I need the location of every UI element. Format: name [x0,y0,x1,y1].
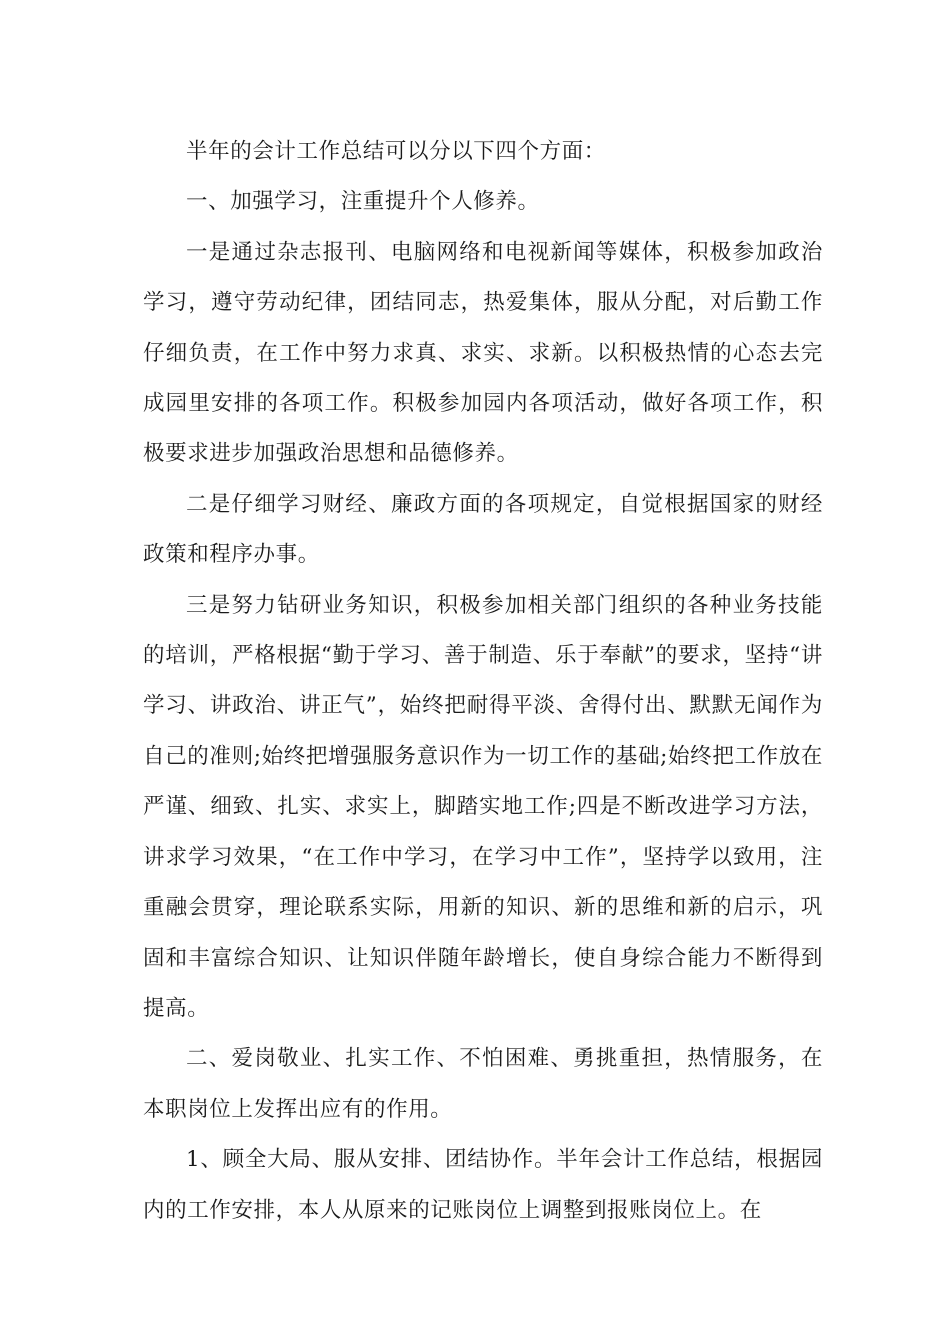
section-heading-2: 二、爱岗敬业、扎实工作、不怕困难、勇挑重担，热情服务，在本职岗位上发挥出应有的作用。 [143,1046,823,1122]
body-paragraph: 三是努力钻研业务知识，积极参加相关部门组织的各种业务技能的培训，严格根据“勤于学习、善于制造、乐于奉献”的要求，坚持“讲学习、讲政治、讲正气”，始终把耐得平淡、舍得付出、默默无闻作为自己的准则;始终把增强服务意识作为一切工作的基础;始终把工作放在严谨、细致、扎实、求实上，脚踏实地工作;四是不断改进学习方法，讲求学习效果，“在工作中学习，在学习中工作”，坚持学以致用，注重融会贯穿，理论联系实际，用新的知识、新的思维和新的启示，巩固和丰富综合知识、让知识伴随年龄增长，使自身综合能力不断得到提高。 [143,592,823,1021]
section-heading-1: 一、加强学习，注重提升个人修养。 [186,189,540,215]
body-paragraph: 二是仔细学习财经、廉政方面的各项规定，自觉根据国家的财经政策和程序办事。 [143,491,823,568]
document-body [143,127,823,1236]
body-paragraph: 一是通过杂志报刊、电脑网络和电视新闻等媒体，积极参加政治学习，遵守劳动纪律，团结同志，热爱集体，服从分配，对后勤工作仔细负责，在工作中努力求真、求实、求新。以积极热情的心态去完成园里安排的各项工作。积极参加园内各项活动，做好各项工作，积极要求进步加强政治思想和品德修养。 [143,239,823,467]
intro-paragraph: 半年的会计工作总结可以分以下四个方面： [186,139,606,164]
body-paragraph: 1、顾全大局、服从安排、团结协作。半年会计工作总结，根据园内的工作安排，本人从原来的记账岗位上调整到报账岗位上。在 [143,1147,823,1223]
